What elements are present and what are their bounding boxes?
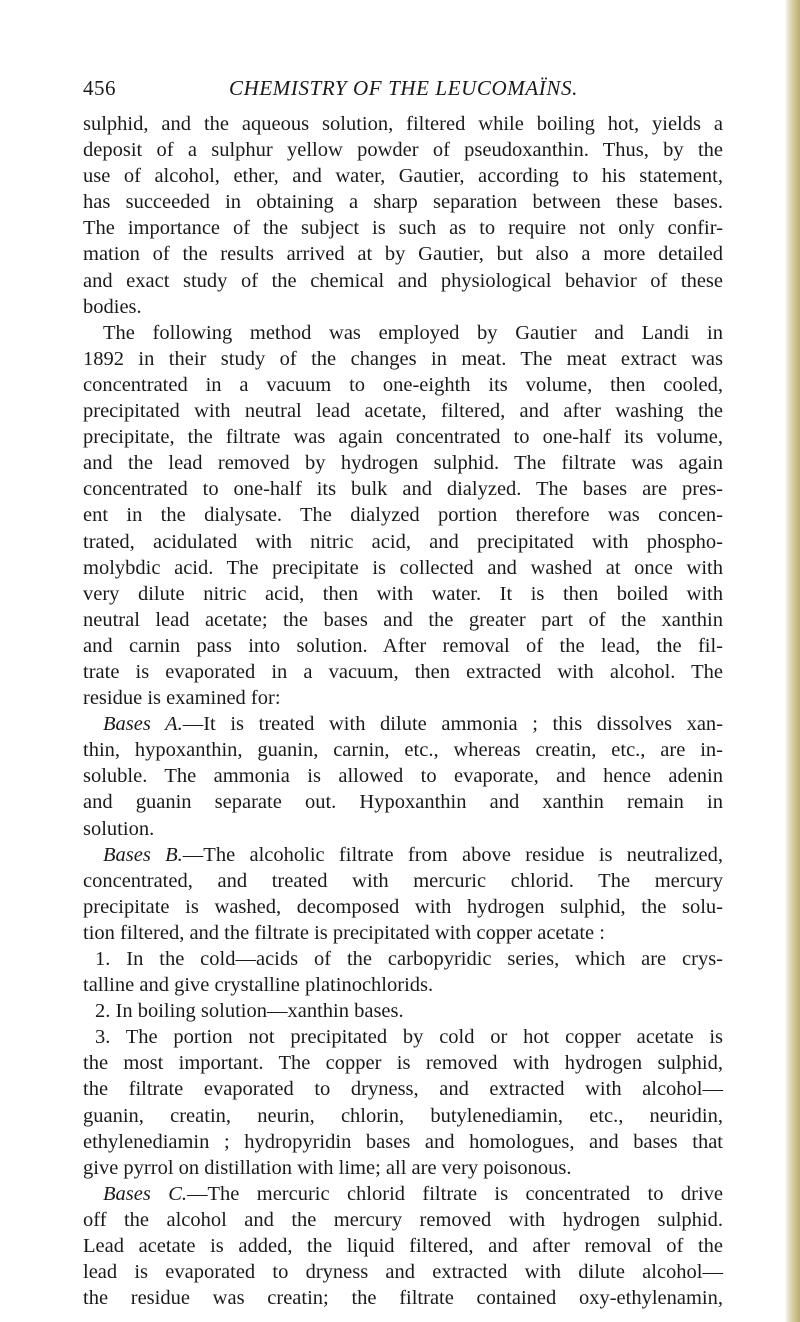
text-line: give pyrrol on distillation with lime; all are very poisonous. [83, 1156, 572, 1179]
text-line: neutral lead acetate; the bases and the greater part of the xanthin [83, 608, 723, 631]
text-line: concentrated to one-half its bulk and dialyzed. The bases are pres- [83, 478, 723, 501]
text-line: the residue was creatin; the filtrate contained oxy-ethylenamin, [83, 1287, 723, 1310]
list-item-3: 3. The portion not precipitated by cold or hot copper acetate is [95, 1026, 723, 1049]
text-line: the filtrate evaporated to dryness, and extracted with alcohol— [83, 1078, 723, 1101]
page-edge [786, 0, 800, 1322]
text-line: precipitate, the filtrate was again concentrated to one-half its volume, [83, 426, 723, 449]
text-line: thin, hypoxanthin, guanin, carnin, etc., whereas creatin, etc., are in- [83, 739, 723, 762]
bases-b-line: Bases B.—The alcoholic filtrate from above residue is neutralized, [103, 843, 723, 866]
text-line: ethylenediamin ; hydropyridin bases and homologues, and bases that [83, 1130, 723, 1153]
text-line: guanin, creatin, neurin, chlorin, butylenediamin, etc., neuridin, [83, 1104, 723, 1127]
text-line: molybdic acid. The precipitate is collected and washed at once with [83, 556, 723, 579]
section-heading-bases-a: Bases A. [103, 713, 183, 736]
text-line: very dilute nitric acid, then with water. It is then boiled with [83, 582, 723, 605]
text-line: and guanin separate out. Hypoxanthin and xanthin remain in [83, 791, 723, 814]
text-line: tion filtered, and the filtrate is precipitated with copper acetate : [83, 921, 605, 944]
text-line: precipitated with neutral lead acetate, filtered, and after washing the [83, 400, 723, 423]
text-line: precipitate is washed, decomposed with hydrogen sulphid, the solu- [83, 895, 723, 918]
list-item-2: 2. In boiling solution—xanthin bases. [95, 1000, 404, 1023]
text-line: Lead acetate is added, the liquid filtered, and after removal of the [83, 1235, 723, 1258]
text-line: concentrated in a vacuum to one-eighth its volume, then cooled, [83, 373, 723, 396]
text-line: soluble. The ammonia is allowed to evaporate, and hence adenin [83, 765, 723, 788]
text-line: ent in the dialysate. The dialyzed portion therefore was concen- [83, 504, 723, 527]
text-line: use of alcohol, ether, and water, Gautier, according to his statement, [83, 165, 723, 188]
running-head [83, 76, 723, 102]
bases-c-line: Bases C.—The mercuric chlorid filtrate is concentrated to drive [103, 1182, 723, 1205]
list-item-1: 1. In the cold—acids of the carbopyridic series, which are crys- [95, 948, 723, 970]
section-heading-bases-b: Bases B. [103, 843, 183, 866]
page-number: 456 [83, 76, 116, 100]
text-line: deposit of a sulphur yellow powder of pseudoxanthin. Thus, by the [83, 139, 723, 162]
running-title: CHEMISTRY OF THE LEUCOMAÏNS. [229, 76, 578, 100]
text-line: sulphid, and the aqueous solution, filtered while boiling hot, yields a [83, 113, 723, 135]
text-line: lead is evaporated to dryness and extracted with dilute alcohol— [83, 1261, 723, 1284]
text-line: mation of the results arrived at by Gautier, but also a more detailed [83, 243, 723, 266]
text-line: has succeeded in obtaining a sharp separation between these bases. [83, 191, 723, 214]
text-line: solution. [83, 817, 155, 840]
text-line: bodies. [83, 295, 142, 318]
text-line: and the lead removed by hydrogen sulphid. The filtrate was again [83, 452, 723, 475]
text-line: and carnin pass into solution. After removal of the lead, the fil- [83, 634, 723, 657]
paragraph-start-line: The following method was employed by Gautier and Landi in [103, 321, 723, 344]
text-body [83, 111, 723, 1311]
text-line: trate is evaporated in a vacuum, then extracted with alcohol. The [83, 660, 723, 683]
text-line: The importance of the subject is such as to require not only confir- [83, 217, 723, 240]
text-line: trated, acidulated with nitric acid, and precipitated with phospho- [83, 530, 723, 553]
text-line: the most important. The copper is removed with hydrogen sulphid, [83, 1052, 723, 1075]
text-line: concentrated, and treated with mercuric chlorid. The mercury [83, 869, 723, 892]
text-line: talline and give crystalline platinochlorids. [83, 974, 434, 997]
text-line: and exact study of the chemical and physiological behavior of these [83, 269, 723, 292]
bases-a-line: Bases A.—It is treated with dilute ammonia ; this dissolves xan- [103, 713, 723, 736]
section-heading-bases-c: Bases C. [103, 1182, 187, 1205]
text-line: off the alcohol and the mercury removed with hydrogen sulphid. [83, 1208, 723, 1231]
text-line: residue is examined for: [83, 687, 281, 710]
text-line: 1892 in their study of the changes in meat. The meat extract was [83, 347, 723, 370]
